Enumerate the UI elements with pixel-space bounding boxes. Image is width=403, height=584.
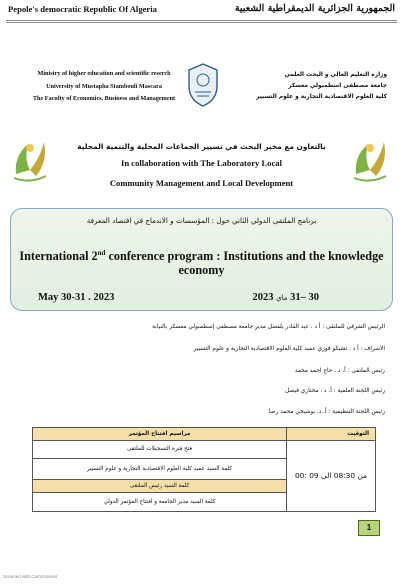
header-divider bbox=[6, 20, 397, 21]
col-time-header: التوقيت bbox=[287, 428, 376, 441]
faculty-ar: كلية العلوم الاقتصادية التجارية و علوم التسيير bbox=[256, 94, 387, 100]
program-title-en bbox=[14, 246, 389, 277]
conference-date-ar bbox=[253, 292, 320, 303]
program-title-en-b: conference program : Institutions and the knowledge economy bbox=[105, 249, 384, 278]
ministry-ar-line: وزارة التعليم العالي و البحث العلمي bbox=[284, 72, 387, 78]
ministry-ar bbox=[237, 70, 387, 103]
scientific-committee-president: رئيس اللجنة العلمية : أ. د . مختاري فيصل bbox=[285, 388, 385, 394]
conference-date-en: May 30-31 . 2023 bbox=[38, 292, 115, 303]
schedule-activity: فتح فترة التسجيلات للملتقى bbox=[33, 441, 287, 459]
program-title-ar: برنامج الملتقى الدولي الثاني حول : المؤسسات و الاندماج في اقتصاد المعرفة bbox=[86, 216, 317, 225]
scanner-watermark: Scanned with CamScanner bbox=[3, 574, 58, 579]
page-number-badge: 1 bbox=[358, 520, 380, 536]
honorary-president: الرئيس الشرفي للملتقى : أ د . عبد القادر بلفضل مدير جامعة مصطفى إسطمبولي معسكر بالنيابة bbox=[152, 324, 385, 330]
schedule-table bbox=[32, 427, 376, 512]
schedule-time: من 08:30 الى 09 :00 bbox=[287, 441, 376, 512]
header-divider-2 bbox=[6, 22, 397, 23]
date-ar-year: 2023 bbox=[252, 292, 274, 303]
table-row bbox=[33, 441, 376, 459]
university-logo-icon bbox=[186, 62, 220, 108]
country-name-en: Pepole's democratic Republic Of Algeria bbox=[8, 4, 157, 14]
collaboration-en-line1: In collaboration with The Laboratory Local bbox=[121, 158, 282, 168]
ministry-en-line: Ministry of higher education and scientific reserch bbox=[37, 70, 171, 77]
schedule-activity: كلمة السيد رئيس الملتقى bbox=[33, 479, 287, 492]
date-ar-days: 30 –31 bbox=[290, 292, 319, 303]
program-title-en-sup: nd bbox=[97, 249, 106, 257]
schedule-activity: كلمة السيد مدير الجامعة و افتتاح المؤتمر الدولي bbox=[33, 492, 287, 511]
university-ar: جامعة مصطفى اسطمبولي معسكر bbox=[288, 83, 387, 89]
program-title-en-a: International 2 bbox=[19, 249, 98, 264]
table-header-row bbox=[33, 428, 376, 441]
faculty-en: The Faculty of Economics, Business and Management bbox=[32, 95, 176, 102]
organizing-committee-president: رئيس اللجنة التنظيمية : أ. د. بوشيخي محمد رضا bbox=[268, 409, 385, 415]
supervision: الاشراف : أ د . تشيكو فوزي عميد كلية العلوم الاقتصادية التجارية و علوم التسيير bbox=[193, 346, 385, 352]
col-activity-header: مراسيم افتتاح المؤتمر bbox=[33, 428, 287, 441]
schedule-activity: كلمة السيد عميد كلية العلوم الاقتصادية التجارية و علوم التسيير bbox=[33, 458, 287, 479]
collaboration-en-line2: Community Management and Local Development bbox=[109, 178, 294, 188]
collaboration-ar: بالتعاون مع مخبر البحث في تسيير الجماعات المحلية والتنمية المحلية bbox=[77, 142, 326, 151]
date-ar-month: ماي bbox=[276, 294, 288, 302]
university-en: University of Mustapha Stambouli Mascara bbox=[46, 82, 162, 90]
ministry-en bbox=[20, 70, 188, 104]
conference-president: رئيس الملتقى : أ. د . حاج احمد محمد bbox=[294, 368, 385, 374]
country-name-ar: الجمهورية الجزائرية الديمقراطية الشعبية bbox=[234, 3, 395, 14]
